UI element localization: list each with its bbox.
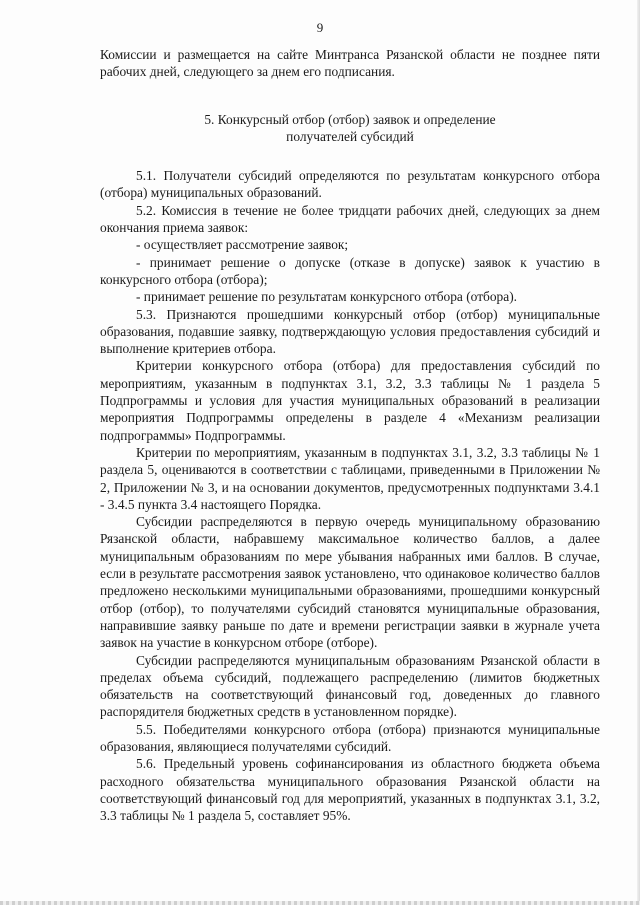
section-heading-line-1: 5. Конкурсный отбор (отбор) заявок и определение (204, 111, 496, 127)
section-heading-line-2: получателей субсидий (286, 128, 414, 144)
paragraph-5-6: 5.6. Предельный уровень софинансирования из областного бюджета объема расходного обязательства муниципального образования Рязанской области на соответствующий финансовый год для мероприятий, указанных в подпунктах 3.1, 3.2, 3.3 таблицы № 1 раздела 5, составляет 95%. (100, 756, 600, 824)
paragraph-distribution-limits: Субсидии распределяются муниципальным образованиям Рязанской области в пределах объема субсидий, подлежащего распределению (лимитов бюджетных обязательств на соответствующий финансовый год, доведенных до главного распорядителя бюджетных средств в установленном порядке). (100, 652, 600, 720)
paragraph-5-5: 5.5. Победителями конкурсного отбора (отбора) признаются муниципальные образования, являющиеся получателями субсидий. (100, 721, 600, 754)
list-item-admission: - принимает решение о допуске (отказе в допуске) заявок к участию в конкурсного отбора (отбора); (100, 254, 600, 287)
paragraph-5-1: 5.1. Получатели субсидий определяются по результатам конкурсного отбора (отбора) муниципальных образований. (100, 168, 600, 201)
paragraph-5-2: 5.2. Комиссия в течение не более тридцати рабочих дней, следующих за днем окончания приема заявок: (100, 202, 600, 236)
paragraph-5-3: 5.3. Признаются прошедшими конкурсный отбор (отбор) муниципальные образования, подавшие заявку, подтверждающую условия предоставления субсидий и выполнение критериев отбора. (100, 306, 600, 357)
section-heading (100, 111, 600, 146)
list-item-decision: - принимает решение по результатам конкурсного отбора (отбора). (136, 289, 517, 305)
document-body (100, 46, 600, 824)
scan-bottom-edge (0, 901, 640, 905)
page-number: 9 (316, 20, 324, 35)
intro-paragraph: Комиссии и размещается на сайте Минтранса Рязанской области не позднее пяти рабочих дней, следующего за днем его подписания. (100, 47, 600, 80)
list-item-review: - осуществляет рассмотрение заявок; (136, 237, 349, 253)
paragraph-criteria-evaluation: Критерии по мероприятиям, указанным в подпунктах 3.1, 3.2, 3.3 таблицы № 1 раздела 5, оцениваются в соответствии с таблицами, приведенными в Приложении № 2, Приложении № 3, и на основании документов, предусмотренных подпунктами 3.4.1 - 3.4.5 пункта 3.4 настоящего Порядка. (100, 444, 600, 512)
paragraph-criteria: Критерии конкурсного отбора (отбора) для предоставления субсидий по мероприятиям, указанным в подпунктах 3.1, 3.2, 3.3 таблицы № 1 раздела 5 Подпрограммы и условия для участия муниципальных образований в реализации мероприятия Подпрограммы определены в разделе 4 «Механизм реализации подпрограммы» Подпрограммы. (100, 358, 600, 443)
paragraph-distribution: Субсидии распределяются в первую очередь муниципальному образованию Рязанской области, набравшему максимальное количество баллов, а далее муниципальным образованиям по мере убывания набранных ими баллов. В случае, если в результате рассмотрения заявок установлено, что одинаковое количество баллов предложено несколькими муниципальными образованиями, прошедшими конкурсный отбор (отбор), то получателями субсидий становятся муниципальные образования, направившие заявку раньше по дате и времени регистрации заявки в журнале учета заявок на участие в конкурсном отборе (отборе). (100, 514, 600, 651)
